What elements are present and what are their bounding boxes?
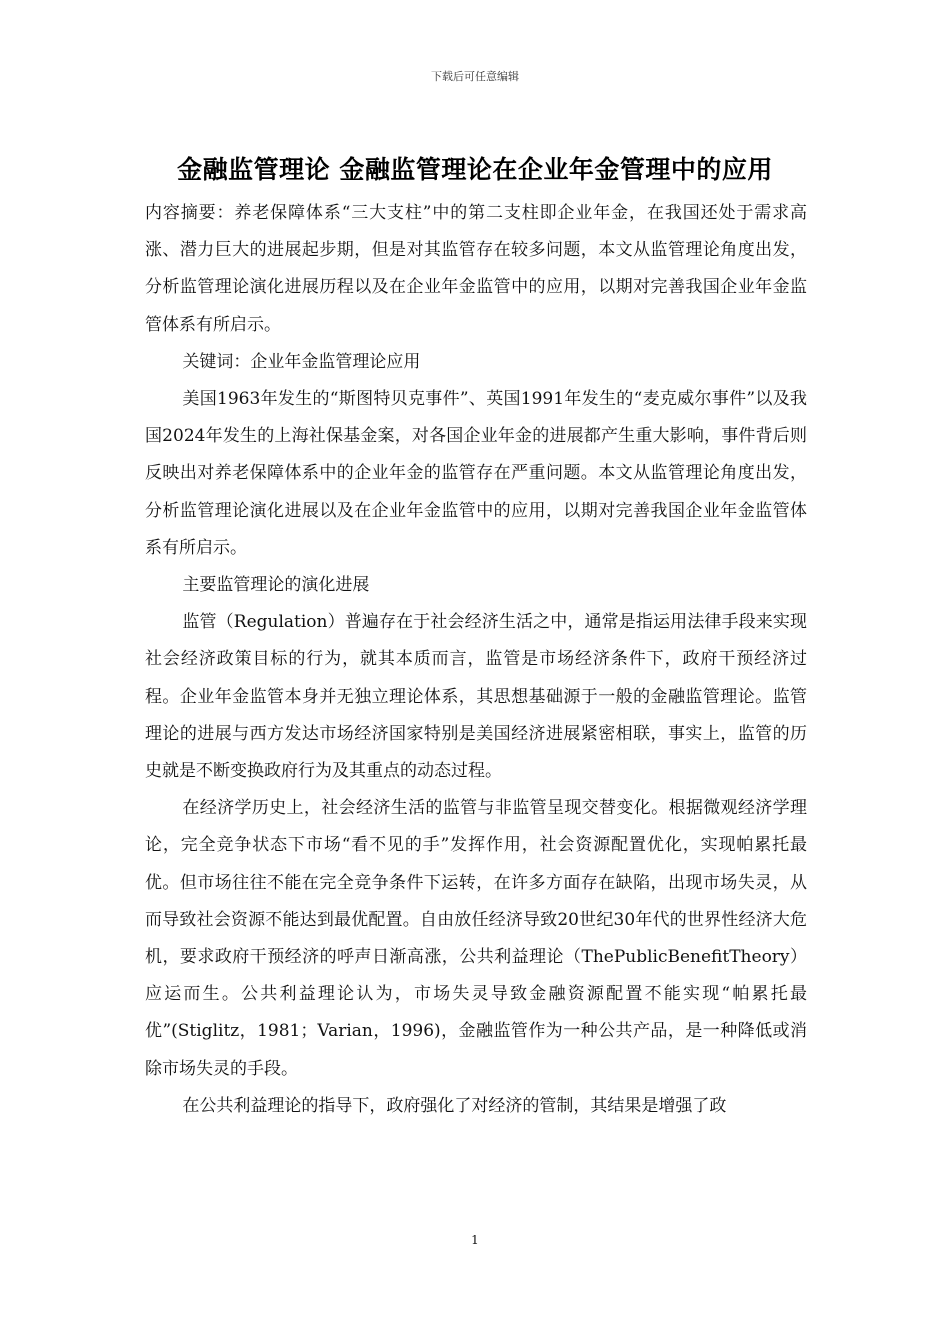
body-paragraph: 美国1963年发生的“斯图特贝克事件”、英国1991年发生的“麦克威尔事件”以及我国2024年发生的上海社保基金案，对各国企业年金的进展都产生重大影响，事件背后则反映出对养老保障体系中的企业年金的监管存在严重问题。本文从监管理论角度出发，分析监管理论演化进展以及在企业年金监管中的应用，以期对完善我国企业年金监管体系有所启示。: [145, 389, 807, 558]
body-paragraph: 监管（Regulation）普遍存在于社会经济生活之中，通常是指运用法律手段来实现社会经济政策目标的行为，就其本质而言，监管是市场经济条件下，政府干预经济过程。企业年金监管本身并无独立理论体系，其思想基础源于一般的金融监管理论。监管理论的进展与西方发达市场经济国家特别是美国经济进展紧密相联，事实上，监管的历史就是不断变换政府行为及其重点的动态过程。: [145, 612, 807, 782]
page-number: 1: [471, 1233, 479, 1247]
body-paragraph: 在经济学历史上，社会经济生活的监管与非监管呈现交替变化。根据微观经济学理论，完全竞争状态下市场“看不见的手”发挥作用，社会资源配置优化，实现帕累托最优。但市场往往不能在完全竞争条件下运转，在许多方面存在缺陷，出现市场失灵，从而导致社会资源不能达到最优配置。自由放任经济导致20世纪30年代的世界性经济大危机，要求政府干预经济的呼声日渐高涨，公共利益理论（ThePublicBenefitTheory）应运而生。公共利益理论认为，市场失灵导致金融资源配置不能实现“帕累托最优”(Stiglitz，1981；Varian，1996)，金融监管作为一种公共产品，是一种降低或消除市场失灵的手段。: [145, 798, 807, 1079]
section-heading: 主要监管理论的演化进展: [182, 575, 370, 596]
header-note: 下载后可任意编辑: [431, 70, 519, 83]
document-body: [145, 195, 807, 1125]
body-paragraph: 在公共利益理论的指导下，政府强化了对经济的管制，其结果是增强了政: [182, 1095, 727, 1116]
document-title: 金融监管理论 金融监管理论在企业年金管理中的应用: [177, 155, 773, 184]
abstract-paragraph: 内容摘要：养老保障体系“三大支柱”中的第二支柱即企业年金，在我国还处于需求高涨、潜力巨大的进展起步期，但是对其监管存在较多问题，本文从监管理论角度出发，分析监管理论演化进展历程以及在企业年金监管中的应用，以期对完善我国企业年金监管体系有所启示。: [145, 203, 807, 335]
keywords-line: 关键词：企业年金监管理论应用: [182, 351, 421, 372]
